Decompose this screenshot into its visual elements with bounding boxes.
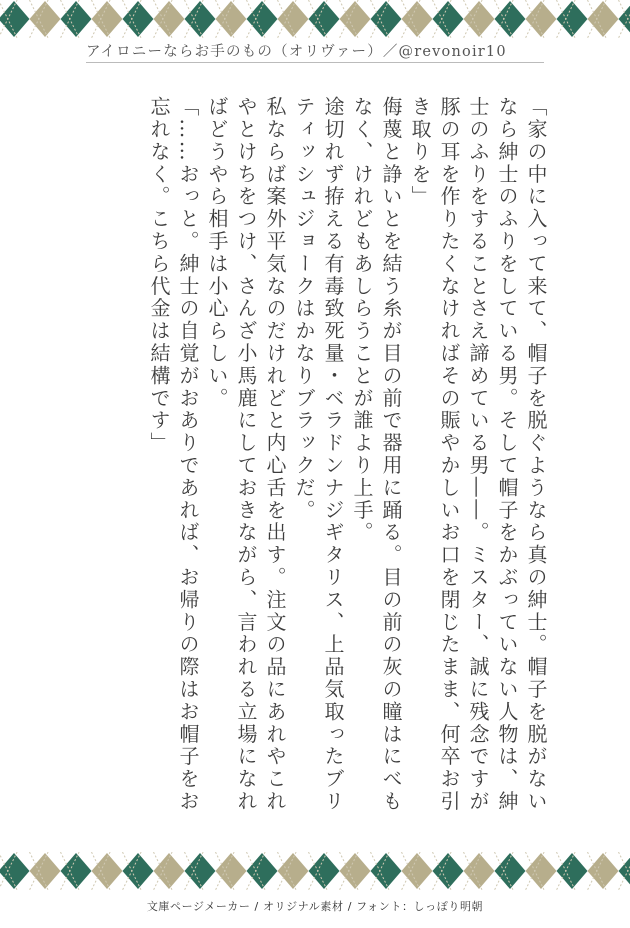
paragraph-1: 「家の中に入って来て、帽子を脱ぐようなら真の紳士。帽子を脱がないなら紳士のふりをしている男。そして帽子をかぶっていない人物は、紳士のふりをすることさえ諦めている男――。ミスター、誠に残念ですが豚の耳を作りたくなければその賑やかしいお口を閉じたまま、何卒お引き取りを」 [408, 96, 548, 813]
argyle-diamond [92, 1, 123, 37]
argyle-diamond [216, 853, 247, 889]
argyle-diamond [371, 1, 402, 37]
argyle-diamond [278, 1, 309, 37]
argyle-diamond [526, 853, 557, 889]
argyle-diamond [495, 1, 526, 37]
argyle-diamond [216, 1, 247, 37]
vertical-body-text [144, 96, 550, 816]
argyle-diamond [340, 853, 371, 889]
argyle-diamond [61, 1, 92, 37]
header-divider [86, 62, 544, 63]
argyle-diamond [0, 853, 30, 889]
argyle-diamond [278, 853, 309, 889]
argyle-diamond [588, 1, 619, 37]
argyle-diamond [247, 1, 278, 37]
argyle-diamond [433, 853, 464, 889]
argyle-border-top [0, 0, 630, 38]
argyle-diamond [371, 853, 402, 889]
paragraph-5: 「……おっと。紳士の自覚がおありであれば、お帰りの際はお帽子をお忘れなく。こちら代金は結構です」 [147, 96, 200, 813]
argyle-diamond [185, 1, 216, 37]
argyle-diamond [340, 1, 371, 37]
argyle-diamond [464, 853, 495, 889]
argyle-diamond [123, 853, 154, 889]
argyle-diamond [61, 853, 92, 889]
argyle-diamond [92, 853, 123, 889]
argyle-diamond [402, 853, 433, 889]
argyle-pattern [0, 0, 630, 38]
argyle-diamond [0, 1, 30, 37]
footer-credit: 文庫ページメーカー / オリジナル素材 / フォント：しっぽり明朝 [146, 900, 484, 913]
argyle-diamond [309, 853, 340, 889]
paragraph-4: 私ならば案外平気なのだけれどと内心舌を出す。注文の品にあれやこれやとけちをつけ、さんざ小馬鹿にしておきながら、言われる立場になればどうやら相手は小心らしい。 [205, 96, 287, 813]
argyle-diamond [123, 1, 154, 37]
argyle-diamond [433, 1, 464, 37]
argyle-diamond [402, 1, 433, 37]
argyle-diamond [30, 1, 61, 37]
paragraph-3: 途切れず拵える有毒致死量・ベラドンナジギタリス、上品気取ったブリティッシュジョークはかなりブラックだ。 [292, 96, 345, 813]
argyle-diamond [154, 1, 185, 37]
argyle-diamond [154, 853, 185, 889]
argyle-border-bottom [0, 852, 630, 890]
argyle-diamond [30, 853, 61, 889]
argyle-diamond [588, 853, 619, 889]
argyle-diamond [464, 1, 495, 37]
argyle-diamond [557, 1, 588, 37]
argyle-pattern [0, 852, 630, 890]
argyle-diamond [557, 853, 588, 889]
argyle-diamond [309, 1, 340, 37]
page-header-title: アイロニーならお手のもの（オリヴァー）／@revonoir10 [86, 44, 507, 60]
argyle-diamond [247, 853, 278, 889]
argyle-diamond [185, 853, 216, 889]
argyle-diamond [495, 853, 526, 889]
argyle-diamond [526, 1, 557, 37]
paragraph-2: 侮蔑と諍いとを結う糸が目の前で器用に踊る。目の前の灰の瞳はにべもなく、けれどもあしらうことが誰より上手。 [350, 96, 403, 813]
